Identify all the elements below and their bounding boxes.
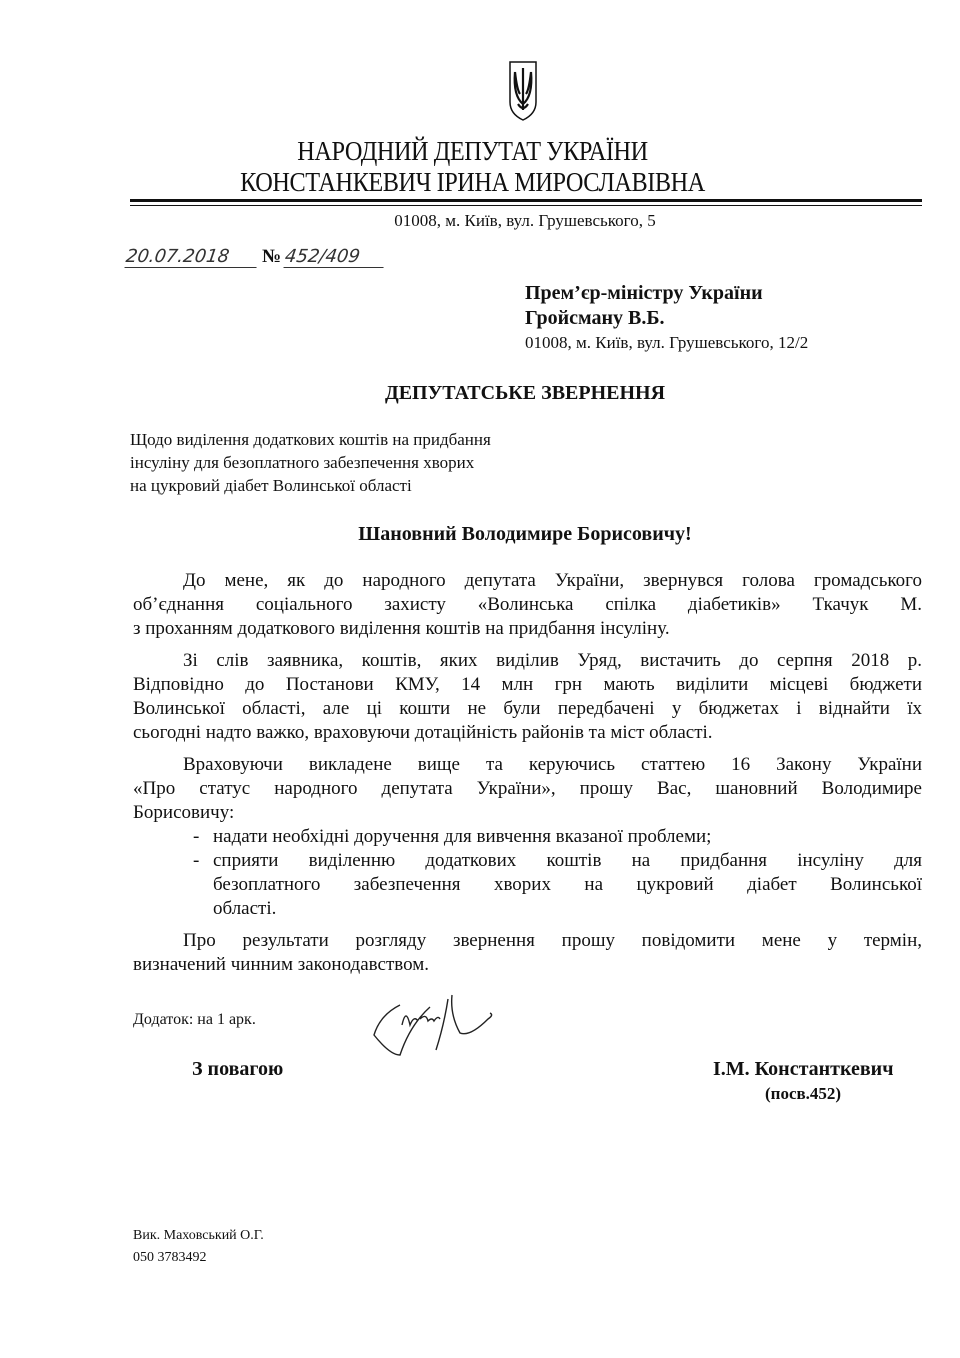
subject-line: Щодо виділення додаткових коштів на придбання	[130, 430, 491, 449]
signature-image	[370, 985, 530, 1065]
executor-name: Вик. Маховський О.Г.	[133, 1228, 264, 1243]
bullet-line: надати необхідні доручення для вивчення вказаної проблеми;	[213, 826, 712, 847]
number-sign: №	[262, 246, 282, 267]
recipient-name: Гройсману В.Б.	[525, 307, 665, 329]
body-line: Волинської області, але ці кошти не були передбачені у бюджетах і віднайти їх	[133, 698, 922, 719]
greeting: Шановний Володимире Борисовичу!	[358, 523, 692, 545]
body-line: Враховуючи викладене вище та керуючись статтею 16 Закону України	[183, 754, 922, 775]
bullet-line: області.	[213, 898, 277, 919]
body-line: визначений чинним законодавством.	[133, 954, 430, 975]
document-title: ДЕПУТАТСЬКЕ ЗВЕРНЕННЯ	[384, 382, 666, 404]
letterhead-name: КОНСТАНКЕВИЧ ІРИНА МИРОСЛАВІВНА	[240, 167, 705, 197]
letterhead-address: 01008, м. Київ, вул. Грушевського, 5	[394, 211, 656, 230]
body-line: з проханням додаткового виділення коштів на придбання інсуліну.	[133, 618, 670, 639]
body-line: До мене, як до народного депутата України, звернувся голова громадського	[183, 570, 922, 591]
bullet-marker: -	[193, 850, 200, 871]
trident-emblem-icon	[508, 60, 538, 122]
body-line: Відповідно до Постанови КМУ, 14 млн грн мають виділити місцеві бюджети	[133, 674, 922, 695]
subject-line: інсуліну для безоплатного забезпечення хворих	[130, 453, 475, 472]
letterhead-rule	[130, 199, 922, 202]
body-line: сьогодні надто важко, враховуючи дотаційність районів та міст області.	[133, 722, 713, 743]
signatory-name: І.М. Константкевич	[713, 1058, 894, 1080]
body-line: об’єднання соціального захисту «Волинська спілка діабетиків» Ткачук М.	[133, 594, 922, 615]
subject-line: на цукровий діабет Волинської області	[130, 476, 412, 495]
letterhead-rule-thin	[130, 205, 922, 206]
bullet-marker: -	[193, 826, 200, 847]
executor-phone: 050 3783492	[133, 1250, 207, 1265]
body-line: «Про статус народного депутата України», прошу Вас, шановний Володимире	[133, 778, 922, 799]
signatory-id: (посв.452)	[765, 1084, 842, 1103]
body-line: Про результати розгляду звернення прошу повідомити мене у термін,	[183, 930, 922, 951]
handwritten-number: 452/409	[283, 246, 386, 268]
body-line: Зі слів заявника, коштів, яких виділив Уряд, вистачить до серпня 2018 р.	[183, 650, 922, 671]
recipient-position: Прем’єр-міністру України	[525, 282, 763, 304]
bullet-line: безоплатного забезпечення хворих на цукровий діабет Волинської	[213, 874, 922, 895]
attachment-note: Додаток: на 1 арк.	[133, 1011, 256, 1028]
handwritten-date: 20.07.2018	[124, 246, 259, 268]
bullet-line: сприяти виділенню додаткових коштів на придбання інсуліну для	[213, 850, 922, 871]
recipient-address: 01008, м. Київ, вул. Грушевського, 12/2	[525, 333, 809, 352]
body-line: Борисовичу:	[133, 802, 235, 823]
closing: З повагою	[192, 1058, 284, 1080]
letterhead-title: НАРОДНИЙ ДЕПУТАТ УКРАЇНИ	[297, 136, 648, 166]
